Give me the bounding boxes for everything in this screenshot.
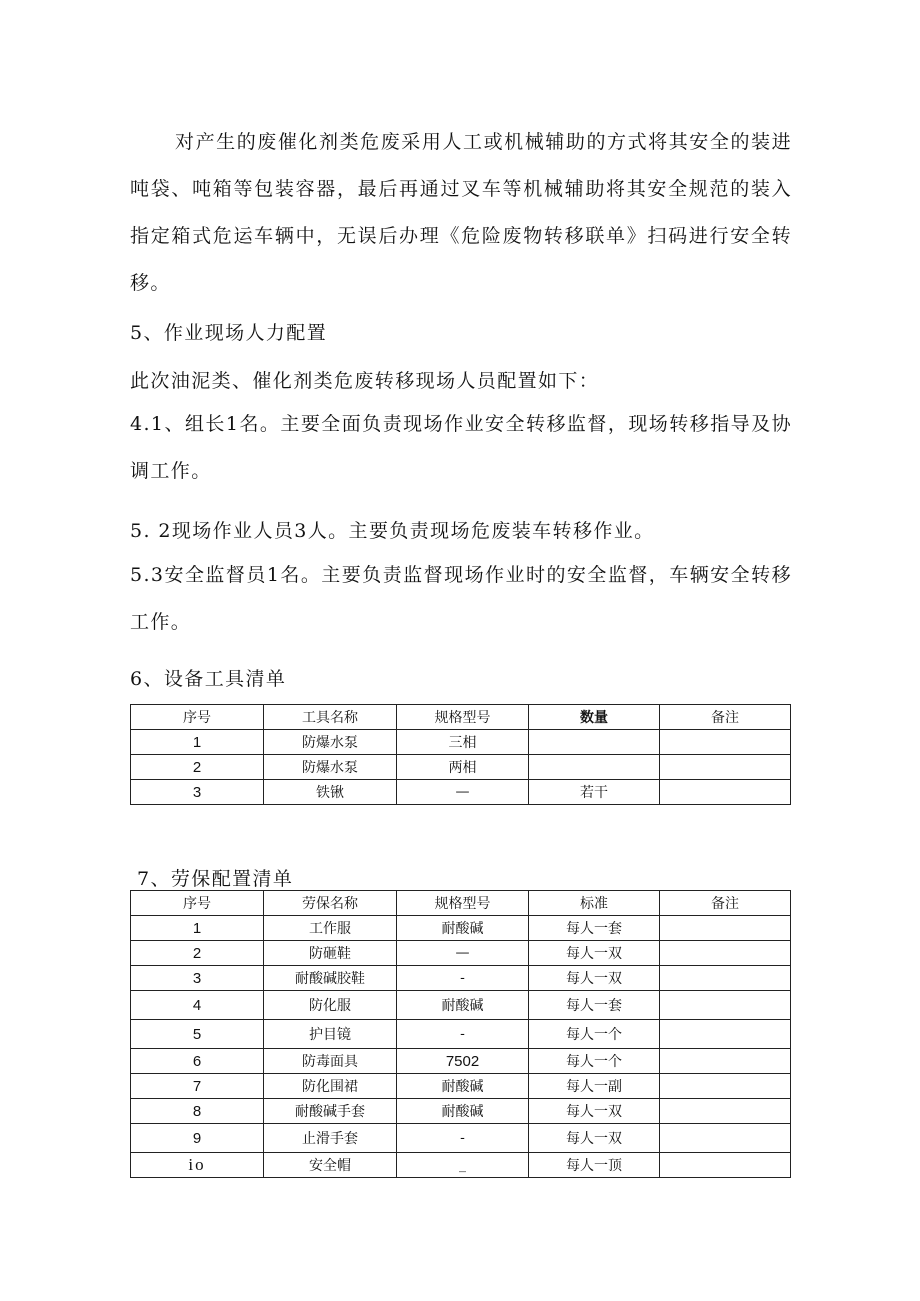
cell: -	[397, 966, 529, 991]
cell: 耐酸碱	[397, 1074, 529, 1099]
cell	[660, 1099, 791, 1124]
table-row	[131, 780, 791, 805]
cell: io	[131, 1153, 264, 1178]
item-4-1-team-leader: 4.1、组长1名。主要全面负责现场作业安全转移监督，现场转移指导及协调工作。	[130, 413, 792, 482]
item-5-2-workers: 5. 2现场作业人员3人。主要负责现场危废装车转移作业。	[130, 520, 655, 542]
heading-section-5: 5、作业现场人力配置	[130, 322, 328, 344]
cell	[660, 941, 791, 966]
cell: 8	[131, 1099, 264, 1124]
cell: 每人一双	[529, 941, 660, 966]
table-row	[131, 730, 791, 755]
cell	[660, 1020, 791, 1049]
cell	[660, 755, 791, 780]
cell: 2	[131, 941, 264, 966]
table-row	[131, 1020, 791, 1049]
header-cell: 备注	[660, 891, 791, 916]
cell: 每人一套	[529, 916, 660, 941]
item-5-3-safety-supervisor: 5.3安全监督员1名。主要负责监督现场作业时的安全监督，车辆安全转移工作。	[130, 564, 792, 633]
header-cell: 数量	[529, 705, 660, 730]
table-row	[131, 1074, 791, 1099]
cell	[660, 1049, 791, 1074]
heading-section-7: 7、劳保配置清单	[137, 868, 294, 890]
cell	[529, 730, 660, 755]
cell: 每人一个	[529, 1049, 660, 1074]
header-cell: 序号	[131, 891, 264, 916]
header-cell: 标准	[529, 891, 660, 916]
cell: 每人一双	[529, 1124, 660, 1153]
cell: 止滑手套	[264, 1124, 397, 1153]
cell: 每人一双	[529, 1099, 660, 1124]
cell: 防爆水泵	[264, 730, 397, 755]
table-row	[131, 941, 791, 966]
cell	[660, 730, 791, 755]
cell: 两相	[397, 755, 529, 780]
cell: 防砸鞋	[264, 941, 397, 966]
cell: 5	[131, 1020, 264, 1049]
cell: 每人一副	[529, 1074, 660, 1099]
header-cell: 规格型号	[397, 891, 529, 916]
cell: -	[397, 1124, 529, 1153]
header-cell: 工具名称	[264, 705, 397, 730]
cell: 7502	[397, 1049, 529, 1074]
heading-section-6: 6、设备工具清单	[130, 668, 287, 690]
table-row	[131, 1099, 791, 1124]
header-cell: 序号	[131, 705, 264, 730]
cell: 1	[131, 916, 264, 941]
table-row	[131, 1153, 791, 1178]
cell: 耐酸碱	[397, 916, 529, 941]
cell: 安全帽	[264, 1153, 397, 1178]
cell: 防毒面具	[264, 1049, 397, 1074]
protective-equipment-table	[130, 890, 791, 1178]
cell: 护目镜	[264, 1020, 397, 1049]
equipment-tools-table	[130, 704, 791, 805]
header-cell: 规格型号	[397, 705, 529, 730]
cell: 9	[131, 1124, 264, 1153]
cell: 耐酸碱胶鞋	[264, 966, 397, 991]
cell: 每人一个	[529, 1020, 660, 1049]
table-row	[131, 916, 791, 941]
cell: 2	[131, 755, 264, 780]
cell: 耐酸碱	[397, 1099, 529, 1124]
cell	[660, 1124, 791, 1153]
cell: 防爆水泵	[264, 755, 397, 780]
header-cell: 备注	[660, 705, 791, 730]
table-row	[131, 991, 791, 1020]
cell: —	[397, 941, 529, 966]
cell: 若干	[529, 780, 660, 805]
cell: 每人一套	[529, 991, 660, 1020]
table-header-row	[131, 891, 791, 916]
header-cell: 劳保名称	[264, 891, 397, 916]
cell	[529, 755, 660, 780]
table-row	[131, 1049, 791, 1074]
cell: —	[397, 780, 529, 805]
cell: -	[397, 1020, 529, 1049]
cell: 耐酸碱手套	[264, 1099, 397, 1124]
table-row	[131, 966, 791, 991]
cell: 每人一双	[529, 966, 660, 991]
cell: 耐酸碱	[397, 991, 529, 1020]
cell	[660, 966, 791, 991]
paragraph-transfer-method: 对产生的废催化剂类危废采用人工或机械辅助的方式将其安全的装进吨袋、吨箱等包装容器，最后再通过叉车等机械辅助将其安全规范的装入指定箱式危运车辆中，无误后办理《危险废物转移联单》扫码进行安全转移。	[130, 131, 792, 294]
cell: 3	[131, 780, 264, 805]
table-row	[131, 755, 791, 780]
cell: 工作服	[264, 916, 397, 941]
cell: 铁锹	[264, 780, 397, 805]
cell: _	[397, 1153, 529, 1178]
table-header-row	[131, 705, 791, 730]
cell: 1	[131, 730, 264, 755]
table-row	[131, 1124, 791, 1153]
cell	[660, 1074, 791, 1099]
cell: 防化服	[264, 991, 397, 1020]
cell	[660, 1153, 791, 1178]
cell: 7	[131, 1074, 264, 1099]
cell	[660, 991, 791, 1020]
cell: 3	[131, 966, 264, 991]
cell: 4	[131, 991, 264, 1020]
section-5-intro: 此次油泥类、催化剂类危废转移现场人员配置如下：	[130, 370, 600, 392]
cell: 三相	[397, 730, 529, 755]
cell	[660, 916, 791, 941]
cell	[660, 780, 791, 805]
cell: 每人一顶	[529, 1153, 660, 1178]
cell: 6	[131, 1049, 264, 1074]
cell: 防化围裙	[264, 1074, 397, 1099]
